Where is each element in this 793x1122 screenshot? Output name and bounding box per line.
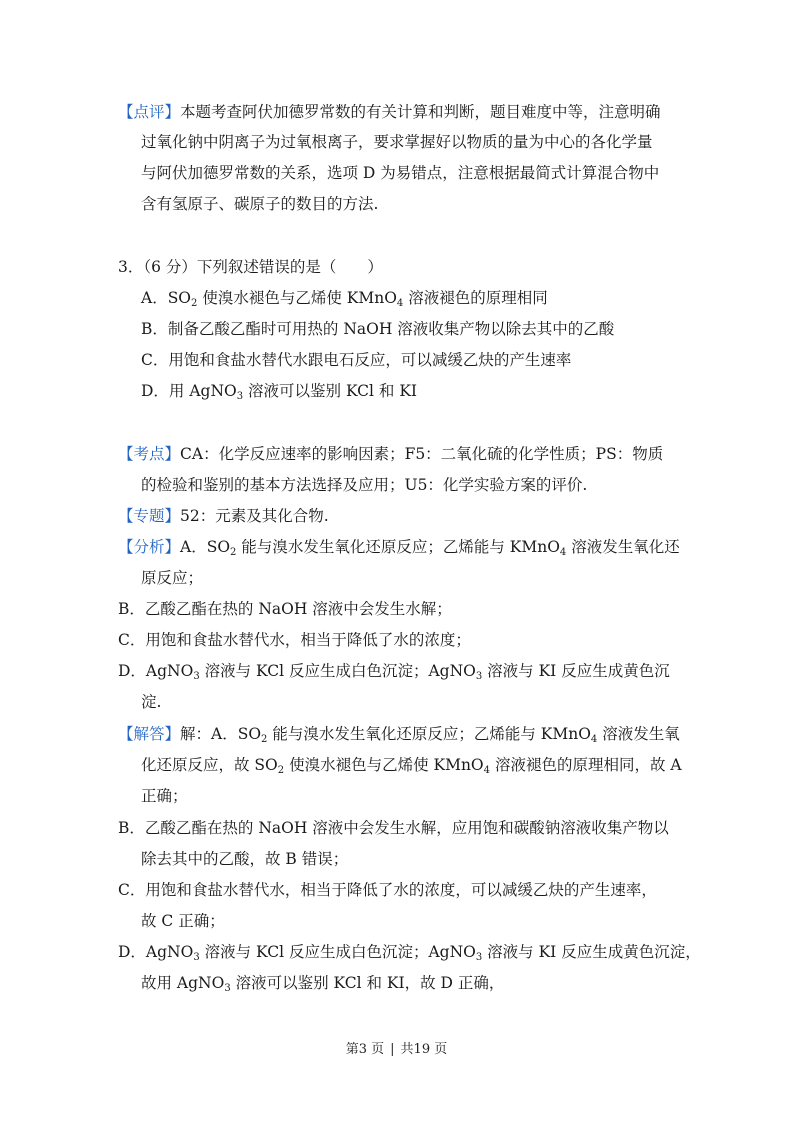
jieda-d-1: D．AgNO$_3$ 溶液与 KCl 反应生成白色沉淀；AgNO$_3$ 溶液与 KI 反应生成黄色沉淀， [118, 943, 701, 963]
comment-line-4: 含有氢原子、碳原子的数目的方法. [141, 195, 379, 213]
fenxi-tag: 【分析】 [118, 538, 181, 556]
jieda-line-1: 【解答】解：A．$SO_2$ 能与溴水发生氧化还原反应；乙烯能与 KMnO$_4$ 溶液发生氧 [118, 725, 680, 745]
option-c: C．用饱和食盐水替代水跟电石反应，可以减缓乙炔的产生速率 [141, 351, 572, 369]
fenxi-line-1: 【分析】A．$SO_2$ 能与溴水发生氧化还原反应；乙烯能与 KMnO$_4$ 溶液发生氧化还 [118, 538, 680, 558]
jieda-b-2: 除去其中的乙酸，故 B 错误； [141, 850, 349, 868]
fenxi-line-2: 原反应； [141, 569, 204, 587]
page-number: 第3 页 [345, 1042, 385, 1057]
jieda-tag: 【解答】 [118, 725, 181, 743]
page-footer [0, 1038, 793, 1057]
jieda-c-1: C．用饱和食盐水替代水，相当于降低了水的浓度，可以减缓乙炔的产生速率， [118, 881, 657, 899]
jieda-d-2: 故用 AgNO$_3$ 溶液可以鉴别 KCl 和 KI，故 D 正确， [141, 974, 505, 994]
jieda-line-3: 正确； [141, 787, 188, 805]
fenxi-c: C．用饱和食盐水替代水，相当于降低了水的浓度； [118, 631, 471, 649]
kaodian-line-1: 【考点】CA：化学反应速率的影响因素；F5：二氧化硫的化学性质；PS：物质 [118, 445, 664, 463]
option-d: D．用 AgNO$_3$ 溶液可以鉴别 KCl 和 KI [141, 382, 418, 402]
zhuanti-tag: 【专题】 [118, 507, 181, 525]
fenxi-d-2: 淀. [141, 693, 162, 711]
footer-separator: | [390, 1042, 395, 1057]
option-a: A．$SO_2$ 使溴水褪色与乙烯使 KMnO$_4$ 溶液褪色的原理相同 [141, 289, 548, 309]
jieda-c-2: 故 C 正确； [141, 912, 225, 930]
page-total: 共19 页 [400, 1042, 448, 1057]
comment-tag: 【点评】 [118, 103, 181, 121]
comment-line-3: 与阿伏加德罗常数的关系，选项 D 为易错点，注意根据最简式计算混合物中 [141, 164, 660, 182]
fenxi-d-1: D．AgNO$_3$ 溶液与 KCl 反应生成白色沉淀；AgNO$_3$ 溶液与 KI 反应生成黄色沉 [118, 662, 670, 682]
kaodian-tag: 【考点】 [118, 445, 181, 463]
option-b: B．制备乙酸乙酯时可用热的 NaOH 溶液收集产物以除去其中的乙酸 [141, 320, 615, 338]
zhuanti-line: 【专题】52：元素及其化合物. [118, 507, 329, 525]
comment-line-2: 过氧化钠中阴离子为过氧根离子，要求掌握好以物质的量为中心的各化学量 [141, 133, 653, 151]
comment-line-1: 【点评】本题考查阿伏加德罗常数的有关计算和判断，题目难度中等，注意明确 [118, 103, 661, 121]
jieda-line-2: 化还原反应，故 $SO_2$ 使溴水褪色与乙烯使 KMnO$_4$ 溶液褪色的原理相同，故 A [141, 756, 682, 776]
kaodian-line-2: 的检验和鉴别的基本方法选择及应用；U5：化学实验方案的评价. [141, 476, 588, 494]
fenxi-b: B．乙酸乙酯在热的 NaOH 溶液中会发生水解； [118, 600, 452, 618]
jieda-b-1: B．乙酸乙酯在热的 NaOH 溶液中会发生水解，应用饱和碳酸钠溶液收集产物以 [118, 819, 669, 837]
question-stem: 3．（6 分）下列叙述错误的是（ ） [118, 258, 383, 276]
